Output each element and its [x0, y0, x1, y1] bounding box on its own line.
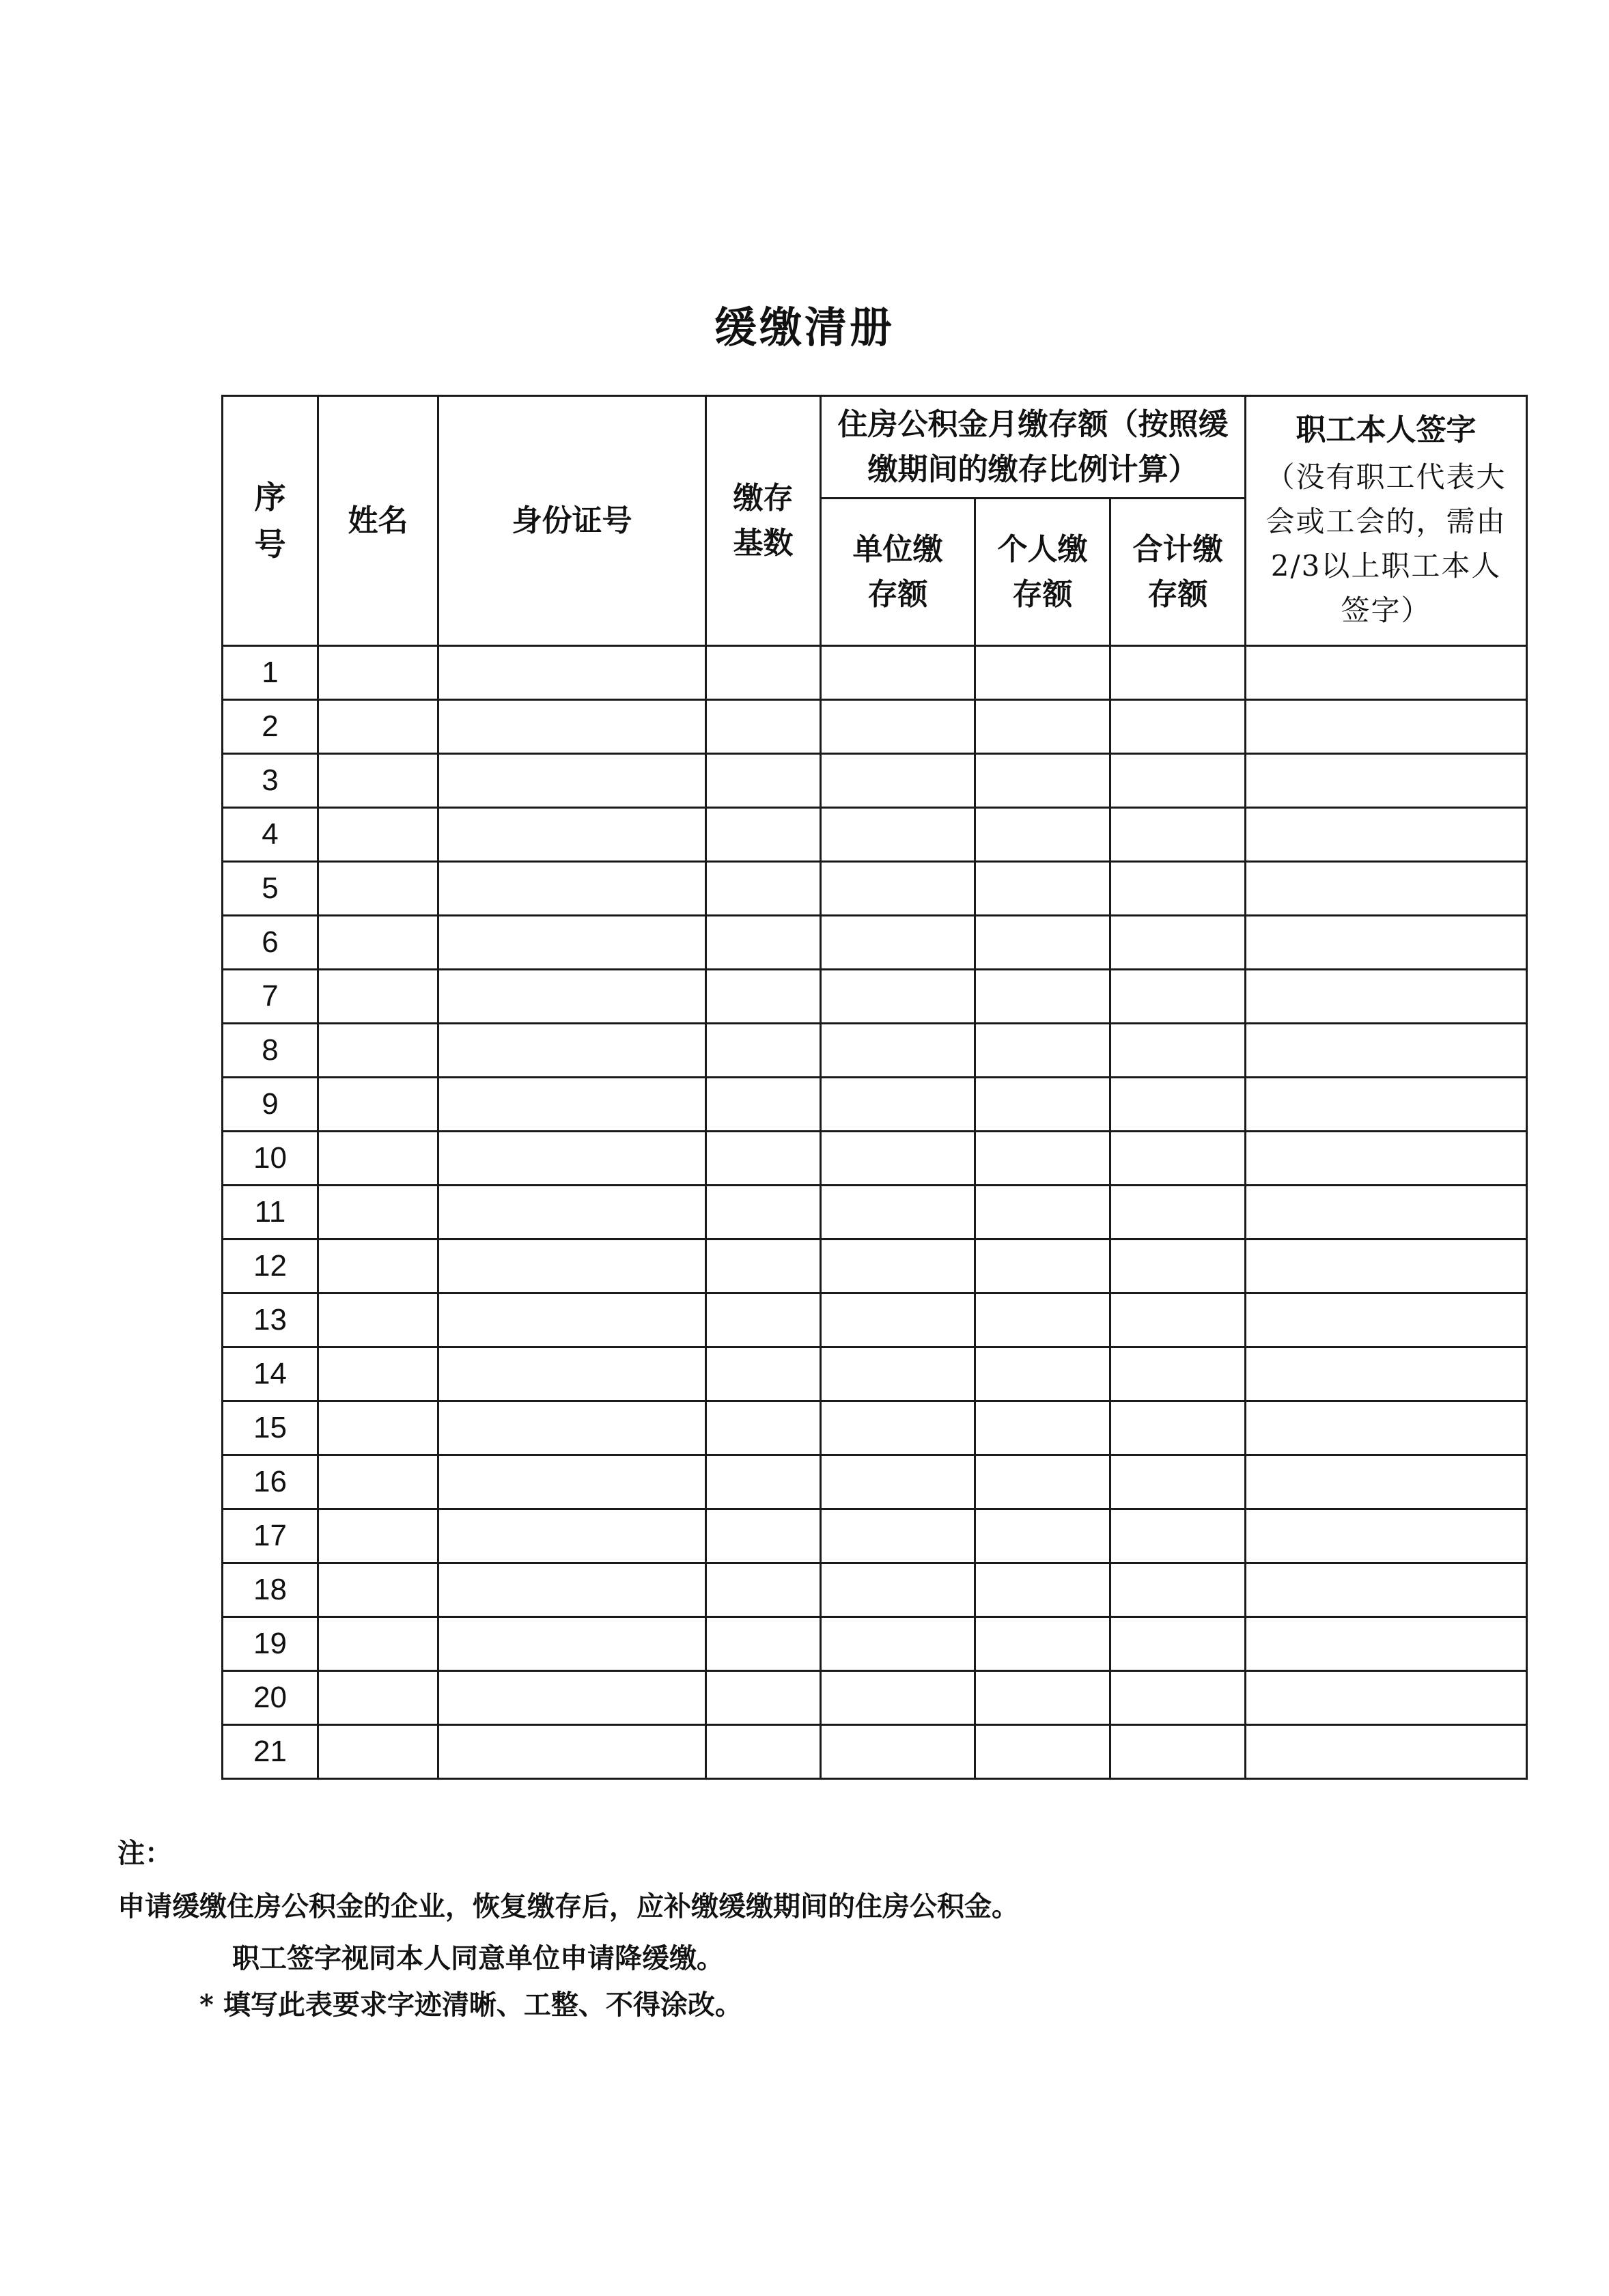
name-cell — [318, 1671, 438, 1725]
signature-cell — [1246, 1455, 1527, 1509]
id-number-cell — [438, 1078, 706, 1132]
row-number: 4 — [223, 808, 318, 862]
personal-amount-cell — [975, 1024, 1110, 1078]
total-amount-cell — [1110, 754, 1246, 808]
table-row — [223, 1617, 1527, 1671]
signature-cell — [1246, 1293, 1527, 1347]
unit-amount-cell — [821, 862, 975, 916]
unit-amount-cell — [821, 1725, 975, 1779]
total-amount-cell — [1110, 970, 1246, 1024]
id-number-cell — [438, 1240, 706, 1293]
unit-amount-cell — [821, 646, 975, 700]
name-cell — [318, 754, 438, 808]
total-amount-cell — [1110, 1293, 1246, 1347]
header-total-amount: 合计缴存额 — [1110, 499, 1246, 646]
id-number-cell — [438, 1509, 706, 1563]
base-cell — [706, 1455, 821, 1509]
base-cell — [706, 1186, 821, 1240]
id-number-cell — [438, 862, 706, 916]
table-row — [223, 1293, 1527, 1347]
personal-amount-cell — [975, 1401, 1110, 1455]
name-cell — [318, 808, 438, 862]
total-amount-cell — [1110, 1509, 1246, 1563]
row-number: 17 — [223, 1509, 318, 1563]
name-cell — [318, 1132, 438, 1186]
name-cell — [318, 1617, 438, 1671]
base-cell — [706, 646, 821, 700]
row-number: 11 — [223, 1186, 318, 1240]
table-row — [223, 646, 1527, 700]
personal-amount-cell — [975, 1293, 1110, 1347]
table-row — [223, 1186, 1527, 1240]
header-monthly-amount: 住房公积金月缴存额（按照缓缴期间的缴存比例计算） — [821, 396, 1246, 499]
personal-amount-cell — [975, 1186, 1110, 1240]
notes-label: 注： — [117, 1837, 172, 1869]
personal-amount-cell — [975, 862, 1110, 916]
unit-amount-cell — [821, 1024, 975, 1078]
table-row — [223, 1671, 1527, 1725]
signature-cell — [1246, 700, 1527, 754]
row-number: 21 — [223, 1725, 318, 1779]
personal-amount-cell — [975, 1132, 1110, 1186]
row-number: 13 — [223, 1293, 318, 1347]
base-cell — [706, 1132, 821, 1186]
unit-amount-cell — [821, 1509, 975, 1563]
unit-amount-cell — [821, 1347, 975, 1401]
personal-amount-cell — [975, 646, 1110, 700]
notes-section — [117, 1834, 1019, 2025]
unit-amount-cell — [821, 700, 975, 754]
personal-amount-cell — [975, 1240, 1110, 1293]
total-amount-cell — [1110, 1563, 1246, 1617]
name-cell — [318, 700, 438, 754]
total-amount-cell — [1110, 1132, 1246, 1186]
signature-cell — [1246, 862, 1527, 916]
total-amount-cell — [1110, 1347, 1246, 1401]
unit-amount-cell — [821, 1186, 975, 1240]
base-cell — [706, 970, 821, 1024]
row-number: 1 — [223, 646, 318, 700]
name-cell — [318, 1024, 438, 1078]
header-name: 姓名 — [318, 396, 438, 646]
id-number-cell — [438, 1024, 706, 1078]
table-row — [223, 1455, 1527, 1509]
row-number: 8 — [223, 1024, 318, 1078]
personal-amount-cell — [975, 1078, 1110, 1132]
unit-amount-cell — [821, 1132, 975, 1186]
signature-cell — [1246, 1671, 1527, 1725]
signature-cell — [1246, 1617, 1527, 1671]
base-cell — [706, 1617, 821, 1671]
table-row — [223, 1401, 1527, 1455]
name-cell — [318, 1078, 438, 1132]
signature-cell — [1246, 1563, 1527, 1617]
header-base: 缴存基数 — [706, 396, 821, 646]
row-number: 14 — [223, 1347, 318, 1401]
table-row — [223, 754, 1527, 808]
unit-amount-cell — [821, 916, 975, 970]
unit-amount-cell — [821, 1455, 975, 1509]
table-row — [223, 1078, 1527, 1132]
unit-amount-cell — [821, 1293, 975, 1347]
name-cell — [318, 916, 438, 970]
signature-cell — [1246, 1725, 1527, 1779]
header-seq: 序号 — [223, 396, 318, 646]
id-number-cell — [438, 1455, 706, 1509]
total-amount-cell — [1110, 808, 1246, 862]
header-personal-amount: 个人缴存额 — [975, 499, 1110, 646]
signature-cell — [1246, 1240, 1527, 1293]
page-title: 缓缴清册 — [714, 303, 895, 352]
signature-title: 职工本人签字 — [1296, 412, 1477, 447]
row-number: 3 — [223, 754, 318, 808]
signature-cell — [1246, 754, 1527, 808]
personal-amount-cell — [975, 1725, 1110, 1779]
base-cell — [706, 754, 821, 808]
id-number-cell — [438, 754, 706, 808]
signature-cell — [1246, 1078, 1527, 1132]
table-row — [223, 1725, 1527, 1779]
base-cell — [706, 1671, 821, 1725]
unit-amount-cell — [821, 1617, 975, 1671]
signature-cell — [1246, 1509, 1527, 1563]
personal-amount-cell — [975, 916, 1110, 970]
personal-amount-cell — [975, 754, 1110, 808]
name-cell — [318, 1347, 438, 1401]
header-signature — [1246, 396, 1527, 646]
total-amount-cell — [1110, 862, 1246, 916]
row-number: 6 — [223, 916, 318, 970]
table-row — [223, 970, 1527, 1024]
personal-amount-cell — [975, 970, 1110, 1024]
total-amount-cell — [1110, 646, 1246, 700]
total-amount-cell — [1110, 1401, 1246, 1455]
row-number: 5 — [223, 862, 318, 916]
signature-cell — [1246, 1024, 1527, 1078]
row-number: 12 — [223, 1240, 318, 1293]
note-line-1: 申请缓缴住房公积金的企业，恢复缴存后，应补缴缓缴期间的住房公积金。 — [117, 1890, 1019, 1922]
base-cell — [706, 1401, 821, 1455]
name-cell — [318, 970, 438, 1024]
name-cell — [318, 1240, 438, 1293]
id-number-cell — [438, 1186, 706, 1240]
table-row — [223, 1240, 1527, 1293]
signature-cell — [1246, 1132, 1527, 1186]
row-number: 19 — [223, 1617, 318, 1671]
total-amount-cell — [1110, 1240, 1246, 1293]
id-number-cell — [438, 970, 706, 1024]
name-cell — [318, 1725, 438, 1779]
id-number-cell — [438, 1725, 706, 1779]
unit-amount-cell — [821, 1078, 975, 1132]
signature-cell — [1246, 970, 1527, 1024]
table-row — [223, 1024, 1527, 1078]
id-number-cell — [438, 646, 706, 700]
unit-amount-cell — [821, 1563, 975, 1617]
id-number-cell — [438, 700, 706, 754]
total-amount-cell — [1110, 1078, 1246, 1132]
id-number-cell — [438, 808, 706, 862]
personal-amount-cell — [975, 1671, 1110, 1725]
table-row — [223, 862, 1527, 916]
id-number-cell — [438, 1132, 706, 1186]
table-row — [223, 1347, 1527, 1401]
unit-amount-cell — [821, 808, 975, 862]
personal-amount-cell — [975, 1563, 1110, 1617]
total-amount-cell — [1110, 1671, 1246, 1725]
table-row — [223, 1132, 1527, 1186]
signature-note: （没有职工代表大会或工会的，需由2/3以上职工本人签字） — [1265, 460, 1507, 628]
name-cell — [318, 1293, 438, 1347]
base-cell — [706, 1725, 821, 1779]
signature-cell — [1246, 1347, 1527, 1401]
personal-amount-cell — [975, 808, 1110, 862]
total-amount-cell — [1110, 1617, 1246, 1671]
id-number-cell — [438, 916, 706, 970]
header-id-number: 身份证号 — [438, 396, 706, 646]
base-cell — [706, 700, 821, 754]
name-cell — [318, 862, 438, 916]
base-cell — [706, 1293, 821, 1347]
name-cell — [318, 1509, 438, 1563]
base-cell — [706, 916, 821, 970]
total-amount-cell — [1110, 1186, 1246, 1240]
signature-cell — [1246, 1401, 1527, 1455]
id-number-cell — [438, 1401, 706, 1455]
total-amount-cell — [1110, 1455, 1246, 1509]
unit-amount-cell — [821, 754, 975, 808]
name-cell — [318, 1455, 438, 1509]
unit-amount-cell — [821, 1401, 975, 1455]
id-number-cell — [438, 1293, 706, 1347]
total-amount-cell — [1110, 916, 1246, 970]
signature-cell — [1246, 808, 1527, 862]
signature-cell — [1246, 1186, 1527, 1240]
name-cell — [318, 1401, 438, 1455]
row-number: 7 — [223, 970, 318, 1024]
row-number: 9 — [223, 1078, 318, 1132]
table-row — [223, 916, 1527, 970]
deferral-roster-table — [221, 395, 1528, 1780]
table-row — [223, 1509, 1527, 1563]
personal-amount-cell — [975, 700, 1110, 754]
base-cell — [706, 808, 821, 862]
base-cell — [706, 1347, 821, 1401]
base-cell — [706, 1240, 821, 1293]
table-row — [223, 808, 1527, 862]
row-number: 16 — [223, 1455, 318, 1509]
name-cell — [318, 646, 438, 700]
unit-amount-cell — [821, 970, 975, 1024]
total-amount-cell — [1110, 1725, 1246, 1779]
personal-amount-cell — [975, 1617, 1110, 1671]
base-cell — [706, 862, 821, 916]
table-row — [223, 1563, 1527, 1617]
header-unit-amount: 单位缴存额 — [821, 499, 975, 646]
table-row — [223, 700, 1527, 754]
signature-cell — [1246, 916, 1527, 970]
name-cell — [318, 1563, 438, 1617]
note-line-3: * 填写此表要求字迹清晰、工整、不得涂改。 — [199, 1989, 742, 2021]
personal-amount-cell — [975, 1455, 1110, 1509]
base-cell — [706, 1024, 821, 1078]
name-cell — [318, 1186, 438, 1240]
id-number-cell — [438, 1617, 706, 1671]
row-number: 20 — [223, 1671, 318, 1725]
unit-amount-cell — [821, 1240, 975, 1293]
id-number-cell — [438, 1671, 706, 1725]
total-amount-cell — [1110, 1024, 1246, 1078]
id-number-cell — [438, 1347, 706, 1401]
unit-amount-cell — [821, 1671, 975, 1725]
personal-amount-cell — [975, 1347, 1110, 1401]
signature-cell — [1246, 646, 1527, 700]
base-cell — [706, 1078, 821, 1132]
total-amount-cell — [1110, 700, 1246, 754]
base-cell — [706, 1563, 821, 1617]
row-number: 18 — [223, 1563, 318, 1617]
id-number-cell — [438, 1563, 706, 1617]
row-number: 10 — [223, 1132, 318, 1186]
row-number: 2 — [223, 700, 318, 754]
personal-amount-cell — [975, 1509, 1110, 1563]
note-line-2: 职工签字视同本人同意单位申请降缓缴。 — [232, 1942, 724, 1974]
base-cell — [706, 1509, 821, 1563]
row-number: 15 — [223, 1401, 318, 1455]
